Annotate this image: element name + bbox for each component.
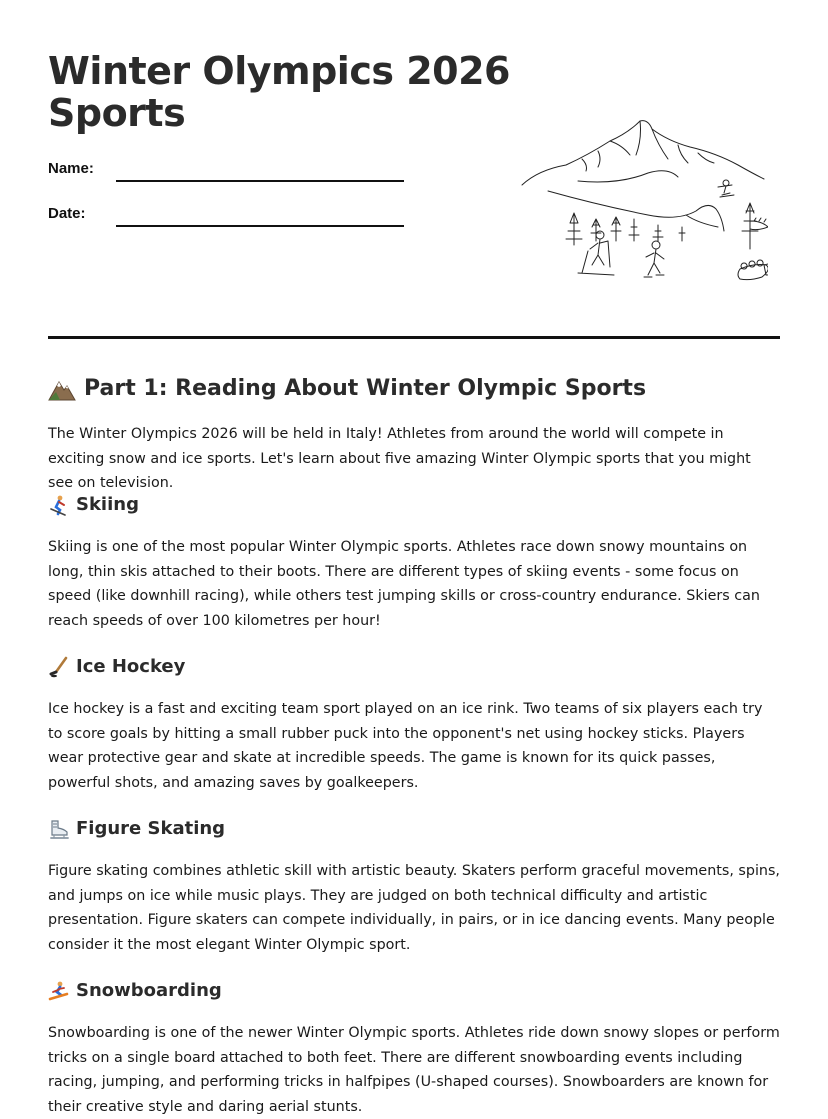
page-title — [48, 50, 510, 134]
title-line-2: Sports — [48, 91, 186, 135]
section-heading-snowboarding — [48, 978, 222, 1004]
section-heading-ice-hockey — [48, 654, 185, 680]
bobsleigh-sleds — [738, 218, 768, 280]
name-label: Name: — [48, 160, 94, 177]
title-line-1: Winter Olympics 2026 — [48, 49, 510, 93]
section-text-snowboarding: Snowboarding is one of the newer Winter Olympic sports. Athletes ride down snowy slopes or perform tricks on a single board attached to both feet. There are different snowboarding events including racing, jumping, and performing tricks in halfpipes (U-shaped courses). Snowboarders are known for their creative style and daring aerial stunts. — [48, 1025, 780, 1115]
date-field[interactable] — [48, 205, 408, 235]
date-line[interactable] — [116, 225, 404, 227]
part1-heading — [48, 374, 646, 404]
header-divider — [48, 336, 780, 339]
hockey-stick-icon — [48, 656, 70, 678]
section-title: Skiing — [76, 494, 139, 515]
section-title: Figure Skating — [76, 818, 226, 839]
part1-intro: The Winter Olympics 2026 will be held in Italy! Athletes from around the world will compete in exciting snow and ice sports. Let's learn about five amazing Winter Olympic sports that you might see on television. — [48, 426, 751, 492]
section-title: Ice Hockey — [76, 656, 186, 677]
section-text-figure-skating: Figure skating combines athletic skill with artistic beauty. Skaters perform graceful movements, spins, and jumps on ice while music plays. They are judged on both technical difficulty and artistic presentation. Figure skaters can compete individually, in pairs, or in ice dancing events. Many people consider it the most elegant Winter Olympic sport. — [48, 863, 780, 953]
section-text-ice-hockey: Ice hockey is a fast and exciting team sport played on an ice rink. Two teams of six players each try to score goals by hitting a small rubber puck into the opponent's net using hockey sticks. Players wear protective gear and skate at incredible speeds. The game is known for its quick passes, powerful shots, and amazing saves by goalkeepers. — [48, 701, 763, 791]
section-heading-skiing — [48, 492, 139, 518]
part1-heading-text: Part 1: Reading About Winter Olympic Sports — [84, 376, 647, 401]
ice-skate-icon — [48, 818, 70, 840]
mountain-icon — [48, 376, 76, 402]
section-heading-figure-skating — [48, 816, 225, 842]
date-label: Date: — [48, 205, 86, 222]
snowboarder-icon — [48, 980, 70, 1002]
name-field[interactable] — [48, 160, 408, 190]
skier-icon — [48, 494, 70, 516]
jumping-athlete-figure — [718, 180, 734, 197]
skater-figure — [644, 241, 664, 277]
section-text-skiing: Skiing is one of the most popular Winter Olympic sports. Athletes race down snowy mountains on long, thin skis attached to their boots. There are different types of skiing events - some focus on speed (like downhill racing), while others test jumping skills or cross-country endurance. Skiers can reach speeds of over 100 kilometres per hour! — [48, 539, 760, 629]
name-line[interactable] — [116, 180, 404, 182]
section-title: Snowboarding — [76, 980, 222, 1001]
winter-sports-illustration — [518, 115, 768, 290]
